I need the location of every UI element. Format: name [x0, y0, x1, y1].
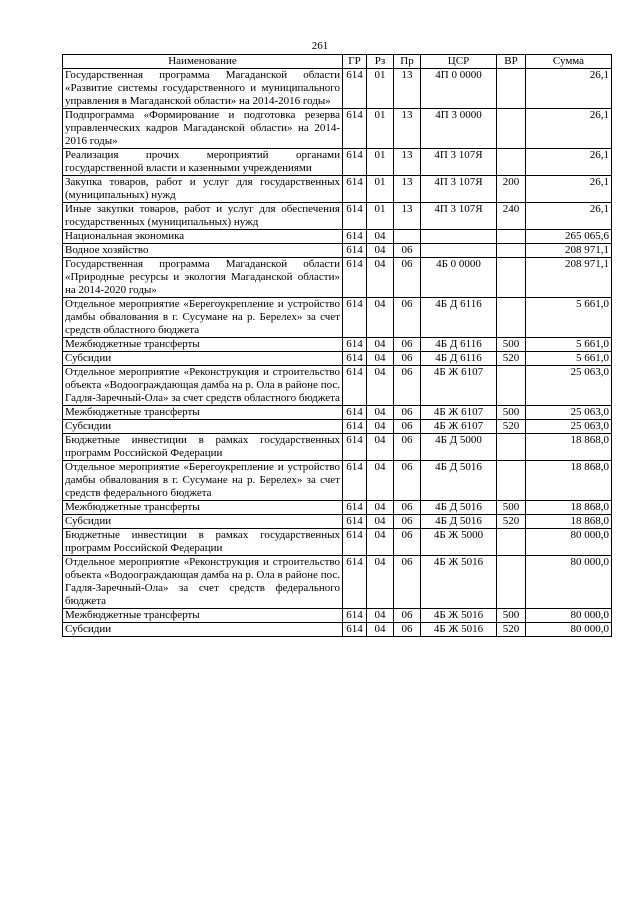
cell-vr: 500: [497, 338, 526, 352]
cell-gr: 614: [343, 556, 367, 609]
table-row: [63, 109, 612, 149]
cell-vr: [497, 258, 526, 298]
cell-csr: [421, 230, 497, 244]
cell-pr: 06: [394, 352, 421, 366]
cell-name: Межбюджетные трансферты: [63, 338, 343, 352]
cell-sum: 18 868,0: [526, 461, 612, 501]
cell-csr: 4Б Ж 6107: [421, 406, 497, 420]
cell-sum: 26,1: [526, 203, 612, 230]
cell-pr: 06: [394, 298, 421, 338]
cell-pr: 06: [394, 406, 421, 420]
cell-gr: 614: [343, 176, 367, 203]
cell-rz: 01: [367, 149, 394, 176]
cell-name: Закупка товаров, работ и услуг для государственных (муниципальных) нужд: [63, 176, 343, 203]
cell-pr: 06: [394, 609, 421, 623]
cell-csr: 4Б 0 0000: [421, 258, 497, 298]
cell-sum: 80 000,0: [526, 529, 612, 556]
cell-rz: 04: [367, 230, 394, 244]
table-row: [63, 176, 612, 203]
cell-name: Государственная программа Магаданской области «Природные ресурсы и экология Магаданской области» на 2014-2020 годы»: [63, 258, 343, 298]
cell-pr: 13: [394, 69, 421, 109]
table-row: [63, 298, 612, 338]
cell-pr: 06: [394, 366, 421, 406]
cell-gr: 614: [343, 623, 367, 637]
cell-csr: 4Б Ж 5016: [421, 623, 497, 637]
cell-pr: 06: [394, 244, 421, 258]
cell-name: Водное хозяйство: [63, 244, 343, 258]
header-vr: ВР: [497, 55, 526, 69]
cell-csr: 4Б Д 6116: [421, 352, 497, 366]
cell-gr: 614: [343, 230, 367, 244]
cell-vr: [497, 556, 526, 609]
page-number: 261: [311, 40, 329, 52]
table-row: [63, 69, 612, 109]
cell-vr: [497, 109, 526, 149]
header-rz: Рз: [367, 55, 394, 69]
cell-name: Государственная программа Магаданской области «Развитие системы государственного и муниципального управления в Магаданской области» на 2014-2016 годы»: [63, 69, 343, 109]
cell-gr: 614: [343, 298, 367, 338]
cell-pr: 06: [394, 501, 421, 515]
header-sum: Сумма: [526, 55, 612, 69]
cell-gr: 614: [343, 515, 367, 529]
table-row: [63, 203, 612, 230]
cell-pr: 06: [394, 258, 421, 298]
cell-name: Межбюджетные трансферты: [63, 501, 343, 515]
cell-vr: 240: [497, 203, 526, 230]
cell-rz: 04: [367, 420, 394, 434]
header-pr: Пр: [394, 55, 421, 69]
cell-sum: 26,1: [526, 109, 612, 149]
cell-rz: 01: [367, 203, 394, 230]
cell-csr: 4Б Д 5016: [421, 461, 497, 501]
cell-sum: 26,1: [526, 149, 612, 176]
cell-rz: 04: [367, 298, 394, 338]
cell-name: Межбюджетные трансферты: [63, 406, 343, 420]
cell-sum: 80 000,0: [526, 556, 612, 609]
table-row: [63, 434, 612, 461]
cell-vr: [497, 298, 526, 338]
cell-gr: 614: [343, 406, 367, 420]
cell-sum: 208 971,1: [526, 258, 612, 298]
cell-rz: 04: [367, 258, 394, 298]
cell-gr: 614: [343, 149, 367, 176]
cell-vr: 520: [497, 623, 526, 637]
cell-gr: 614: [343, 69, 367, 109]
cell-name: Отдельное мероприятие «Реконструкция и строительство объекта «Водоограждающая дамба на р. Ола в районе пос. Гадля-Заречный-Ола» за счет средств федерального бюджета: [63, 556, 343, 609]
cell-rz: 04: [367, 366, 394, 406]
table-row: [63, 609, 612, 623]
cell-pr: 13: [394, 149, 421, 176]
cell-gr: 614: [343, 258, 367, 298]
cell-sum: 5 661,0: [526, 298, 612, 338]
cell-vr: 500: [497, 501, 526, 515]
cell-rz: 01: [367, 109, 394, 149]
cell-gr: 614: [343, 420, 367, 434]
budget-table: [62, 54, 612, 637]
cell-csr: 4Б Д 6116: [421, 338, 497, 352]
cell-gr: 614: [343, 352, 367, 366]
table-row: [63, 338, 612, 352]
cell-gr: 614: [343, 434, 367, 461]
cell-csr: 4Б Д 5016: [421, 501, 497, 515]
cell-gr: 614: [343, 366, 367, 406]
table-row: [63, 515, 612, 529]
cell-rz: 04: [367, 338, 394, 352]
cell-gr: 614: [343, 529, 367, 556]
cell-sum: 25 063,0: [526, 366, 612, 406]
cell-gr: 614: [343, 338, 367, 352]
cell-rz: 04: [367, 501, 394, 515]
cell-gr: 614: [343, 501, 367, 515]
cell-rz: 04: [367, 461, 394, 501]
cell-pr: 06: [394, 556, 421, 609]
table-row: [63, 258, 612, 298]
cell-gr: 614: [343, 609, 367, 623]
cell-csr: 4П 0 0000: [421, 69, 497, 109]
cell-gr: 614: [343, 461, 367, 501]
table-row: [63, 420, 612, 434]
cell-csr: [421, 244, 497, 258]
cell-sum: 5 661,0: [526, 352, 612, 366]
cell-vr: [497, 366, 526, 406]
cell-rz: 04: [367, 623, 394, 637]
cell-vr: 520: [497, 515, 526, 529]
cell-rz: 04: [367, 556, 394, 609]
cell-csr: 4П 3 107Я: [421, 149, 497, 176]
cell-vr: 200: [497, 176, 526, 203]
table-row: [63, 529, 612, 556]
cell-gr: 614: [343, 203, 367, 230]
cell-rz: 04: [367, 352, 394, 366]
header-gr: ГР: [343, 55, 367, 69]
cell-sum: 18 868,0: [526, 434, 612, 461]
cell-pr: 13: [394, 203, 421, 230]
cell-sum: 26,1: [526, 69, 612, 109]
cell-sum: 80 000,0: [526, 623, 612, 637]
cell-vr: 520: [497, 352, 526, 366]
cell-name: Подпрограмма «Формирование и подготовка резерва управленческих кадров Магаданской области» на 2014-2016 годы»: [63, 109, 343, 149]
header-row: [63, 55, 612, 69]
cell-gr: 614: [343, 244, 367, 258]
cell-vr: [497, 244, 526, 258]
cell-sum: 208 971,1: [526, 244, 612, 258]
cell-csr: 4Б Ж 6107: [421, 366, 497, 406]
cell-csr: 4Б Ж 5016: [421, 556, 497, 609]
table-row: [63, 352, 612, 366]
cell-rz: 04: [367, 609, 394, 623]
cell-pr: 06: [394, 338, 421, 352]
table-row: [63, 230, 612, 244]
cell-name: Субсидии: [63, 352, 343, 366]
table-body: [63, 69, 612, 637]
table-row: [63, 501, 612, 515]
cell-name: Субсидии: [63, 420, 343, 434]
cell-name: Отдельное мероприятие «Берегоукрепление и устройство дамбы обвалования в г. Сусумане на р. Берелех» за счет средств областного бюджета: [63, 298, 343, 338]
cell-name: Иные закупки товаров, работ и услуг для обеспечения государственных (муниципальных) нужд: [63, 203, 343, 230]
cell-pr: 06: [394, 529, 421, 556]
table-row: [63, 149, 612, 176]
cell-rz: 04: [367, 244, 394, 258]
cell-pr: 06: [394, 434, 421, 461]
cell-pr: 13: [394, 109, 421, 149]
cell-sum: 80 000,0: [526, 609, 612, 623]
cell-name: Национальная экономика: [63, 230, 343, 244]
cell-vr: 500: [497, 609, 526, 623]
cell-vr: [497, 529, 526, 556]
cell-vr: [497, 434, 526, 461]
cell-name: Отдельное мероприятие «Реконструкция и строительство объекта «Водоограждающая дамба на р. Ола в районе пос. Гадля-Заречный-Ола» за счет средств областного бюджета: [63, 366, 343, 406]
cell-pr: 06: [394, 623, 421, 637]
cell-pr: 06: [394, 420, 421, 434]
cell-csr: 4П 3 107Я: [421, 203, 497, 230]
table-row: [63, 244, 612, 258]
cell-name: Отдельное мероприятие «Берегоукрепление и устройство дамбы обвалования в г. Сусумане на р. Берелех» за счет средств федерального бюджета: [63, 461, 343, 501]
table-row: [63, 406, 612, 420]
cell-pr: 13: [394, 176, 421, 203]
cell-name: Субсидии: [63, 623, 343, 637]
cell-name: Субсидии: [63, 515, 343, 529]
cell-sum: 5 661,0: [526, 338, 612, 352]
cell-sum: 18 868,0: [526, 501, 612, 515]
cell-rz: 01: [367, 69, 394, 109]
cell-sum: 25 063,0: [526, 420, 612, 434]
cell-name: Межбюджетные трансферты: [63, 609, 343, 623]
cell-sum: 26,1: [526, 176, 612, 203]
cell-name: Бюджетные инвестиции в рамках государственных программ Российской Федерации: [63, 529, 343, 556]
cell-sum: 18 868,0: [526, 515, 612, 529]
cell-csr: 4Б Ж 5000: [421, 529, 497, 556]
cell-rz: 04: [367, 529, 394, 556]
cell-vr: [497, 69, 526, 109]
cell-csr: 4Б Д 6116: [421, 298, 497, 338]
cell-rz: 01: [367, 176, 394, 203]
cell-vr: [497, 461, 526, 501]
cell-csr: 4Б Д 5016: [421, 515, 497, 529]
cell-pr: 06: [394, 515, 421, 529]
cell-pr: [394, 230, 421, 244]
cell-name: Реализация прочих мероприятий органами государственной власти и казенными учреждениями: [63, 149, 343, 176]
cell-rz: 04: [367, 406, 394, 420]
table-row: [63, 461, 612, 501]
table-row: [63, 623, 612, 637]
cell-vr: [497, 149, 526, 176]
cell-csr: 4Б Ж 6107: [421, 420, 497, 434]
table-row: [63, 556, 612, 609]
header-name: Наименование: [63, 55, 343, 69]
cell-vr: 500: [497, 406, 526, 420]
cell-vr: 520: [497, 420, 526, 434]
cell-vr: [497, 230, 526, 244]
table-row: [63, 366, 612, 406]
header-csr: ЦСР: [421, 55, 497, 69]
cell-gr: 614: [343, 109, 367, 149]
cell-rz: 04: [367, 515, 394, 529]
cell-name: Бюджетные инвестиции в рамках государственных программ Российской Федерации: [63, 434, 343, 461]
cell-rz: 04: [367, 434, 394, 461]
cell-csr: 4П 3 0000: [421, 109, 497, 149]
cell-sum: 265 065,6: [526, 230, 612, 244]
cell-csr: 4Б Д 5000: [421, 434, 497, 461]
cell-sum: 25 063,0: [526, 406, 612, 420]
cell-csr: 4Б Ж 5016: [421, 609, 497, 623]
cell-pr: 06: [394, 461, 421, 501]
cell-csr: 4П 3 107Я: [421, 176, 497, 203]
